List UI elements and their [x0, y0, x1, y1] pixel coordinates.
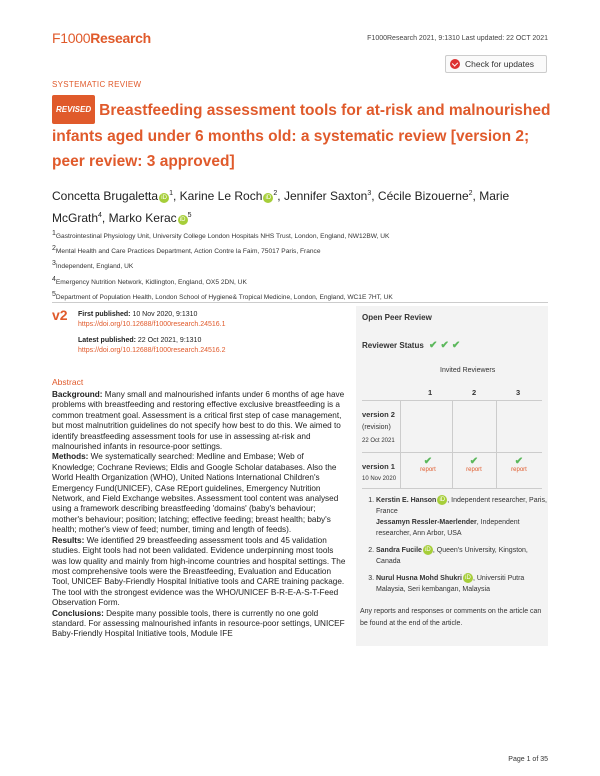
affiliation-ref: 4: [98, 212, 102, 219]
reviewer-item: 3. Nurul Husna Mohd Shukri iD , Universiti Putra Malaysia, Seri kembangan, Malaysia: [376, 573, 548, 595]
affiliation-ref: 1: [169, 190, 173, 197]
version2-date: 22 Oct 2021: [362, 438, 395, 444]
abstract-methods: Methods: We systematically searched: Medline and Embase; Web of Knowledge; Cochrane Reviews; Eldis and Google Scholar databases. Also the World Health Organization (WHO), United Nations International Children's Emergency Fund(UNICEF), CAse REport guidelines, Emergency Nutrition Network, and Field Exchange websites. Assessment tool content was analysed using a framework describing breastfeeding 'domains' (baby's behaviour; mother's behaviour; position; latching; effective feeding; breast health; baby's health; mother's view of feed; number, timing and length of feeds).: [52, 452, 339, 535]
orcid-icon[interactable]: iD: [437, 495, 447, 505]
open-peer-review-heading: Open Peer Review: [362, 313, 432, 322]
affiliation: $^3$Independent, England, UK: [52, 260, 134, 271]
first-published-label: First published:: [78, 311, 131, 318]
article-type: SYSTEMATIC REVIEW: [52, 80, 142, 89]
author[interactable]: Jennifer Saxton: [283, 189, 368, 203]
author[interactable]: Concetta Brugaletta: [52, 189, 159, 203]
version-label: v2: [52, 307, 68, 323]
orcid-icon[interactable]: iD: [178, 215, 188, 225]
reviewer-name[interactable]: Sandra Fucile: [376, 547, 422, 554]
first-doi-link[interactable]: https://doi.org/10.12688/f1000research.24516.1: [78, 320, 226, 328]
approved-check-icon: ✔: [440, 340, 449, 351]
revised-badge: REVISED: [52, 95, 95, 124]
page-number: Page 1 of 35: [508, 756, 548, 763]
reviewer-list: [362, 495, 548, 601]
version1-label[interactable]: version 1: [362, 462, 395, 471]
affiliations: [52, 228, 552, 304]
publication-info: [78, 310, 226, 355]
abstract-conclusions: Conclusions: Despite many possible tools, there is currently no one gold standard. For assessing malnourished infants in resource-poor settings, UNICEF Baby-Friendly Hospital Initiative tools, Module IFE: [52, 608, 345, 639]
reviewer-item: 2. Sandra Fucile iD , Queen's University, Kingston, Canada: [376, 545, 548, 567]
check-updates-button[interactable]: [445, 55, 547, 73]
invited-reviewers-label: Invited Reviewers: [440, 367, 496, 374]
affiliation: $^5$Department of Population Health, London School of Hygiene& Tropical Medicine, London, England, WC1E 7HT, UK: [52, 290, 393, 301]
version2-label[interactable]: version 2: [362, 410, 395, 419]
author[interactable]: Cécile Bizouerne: [377, 189, 469, 203]
reviewer-col-3: 3: [516, 388, 521, 397]
approved-check-icon: ✔: [451, 340, 461, 351]
reviewer-name[interactable]: Jessamyn Ressler-Maerlender: [376, 519, 477, 526]
grid-line: [496, 400, 497, 488]
author[interactable]: Marie McGrath: [52, 189, 510, 225]
divider: [52, 302, 548, 303]
author[interactable]: Karine Le Roch: [179, 189, 263, 203]
author[interactable]: Marko Kerac: [108, 211, 177, 225]
approved-check-icon: ✔: [429, 340, 438, 351]
reviewer-status: [362, 340, 460, 351]
abstract-heading: Abstract: [52, 377, 84, 387]
grid-line: [452, 400, 453, 488]
abstract-results: Results: We identified 29 breastfeeding assessment tools and 45 validation studies. Eight tools had not been validated. Evidence underpinning most tools was low quality and mainly from high-income countries and hospital settings. The most comprehensive tools were the Breastfeeding, Evaluation and Education Tool, UNICEF Baby-Friendly Hospital Initiative tools and CARE training package. The tool with the strongest evidence was the WHO/UNICEF B-R-E-A-S-T-Feed Observation Form.: [52, 535, 346, 608]
approved-check-icon: ✔: [423, 456, 433, 467]
reviewer-name[interactable]: Nurul Husna Mohd Shukri: [376, 575, 462, 582]
running-head: F1000Research 2021, 9:1310 Last updated: 22 OCT 2021: [367, 35, 548, 42]
orcid-icon[interactable]: iD: [423, 545, 433, 555]
report-link-1[interactable]: ✔ report: [413, 456, 443, 473]
orcid-icon[interactable]: iD: [463, 573, 473, 583]
affiliation-ref: 3: [367, 190, 372, 197]
reviewer-status-label: Reviewer Status: [362, 341, 424, 350]
grid-line: [362, 488, 542, 489]
version1-date: 10 Nov 2020: [362, 476, 397, 482]
article-title: [52, 95, 552, 174]
approved-check-icon: ✔: [514, 456, 524, 467]
check-updates-label: Check for updates: [465, 59, 534, 69]
logo-prefix: F1000: [52, 30, 91, 46]
orcid-icon[interactable]: iD: [263, 193, 273, 203]
report-link-3[interactable]: ✔ report: [504, 456, 534, 473]
reviewer-item: 1. Kerstin E. Hanson iD , Independent researcher, Paris, France Jessamyn Ressler-Maerlender, Independent researcher, Ann Arbor, USA: [376, 495, 548, 539]
approved-check-icon: ✔: [469, 456, 479, 467]
any-reports-note: Any reports and responses or comments on the article can be found at the end of the article.: [360, 608, 542, 627]
affiliation: $^4$Emergency Nutrition Network, Kidlington, England, OX5 2DN, UK: [52, 275, 247, 286]
title-text: Breastfeeding assessment tools for at-risk and malnourished infants aged under 6 months old: a systematic review [version 2; peer review: 3 approved]: [52, 102, 551, 170]
abstract-body: [52, 390, 348, 640]
logo-suffix: Research: [90, 30, 151, 46]
affiliation: $^2$Mental Health and Care Practices Department, Action Contre la Faim, 75017 Paris, France: [52, 245, 321, 256]
reviewer-name[interactable]: Kerstin E. Hanson: [376, 497, 437, 504]
check-icon: [450, 59, 460, 69]
version2-note: (revision): [362, 424, 391, 431]
latest-published-date: 22 Oct 2021, 9:1310: [137, 337, 202, 344]
author-list: Concetta Brugaletta $iD^1$, Karine Le Roch $iD^2$, Jennifer Saxton$^3$, Cécile Bizouerne$^2$, Marie McGrath$^4$, Marko Kerac $iD^5$: [52, 189, 510, 225]
latest-published-label: Latest published:: [78, 337, 136, 344]
first-published-date: 10 Nov 2020, 9:1310: [132, 311, 198, 318]
reviewer-col-2: 2: [472, 388, 477, 397]
abstract-background: Background: Many small and malnourished infants under 6 months of age have problems with breastfeeding and restoring effective exclusive breastfeeding is a common treatment goal. Assessment is a critical first step of case management, but most malnutrition guidelines do not specify how best to do this. We aimed to identify breastfeeding assessment tools for use in assessing at-risk and malnourished infants in resource-poor settings.: [52, 390, 345, 452]
grid-line: [400, 400, 401, 488]
affiliation-ref: 2: [273, 190, 278, 197]
affiliation-ref: 2: [468, 190, 473, 197]
reviewer-col-1: 1: [428, 388, 433, 397]
affiliation: $^1$Gastrointestinal Physiology Unit, University College London Hospitals NHS Trust, London, England, NW12BW, UK: [52, 230, 390, 241]
affiliation-ref: 5: [187, 212, 192, 219]
report-link-2[interactable]: ✔ report: [459, 456, 489, 473]
orcid-icon[interactable]: iD: [159, 193, 169, 203]
latest-doi-link[interactable]: https://doi.org/10.12688/f1000research.24516.2: [78, 346, 226, 354]
journal-logo[interactable]: [52, 30, 151, 46]
